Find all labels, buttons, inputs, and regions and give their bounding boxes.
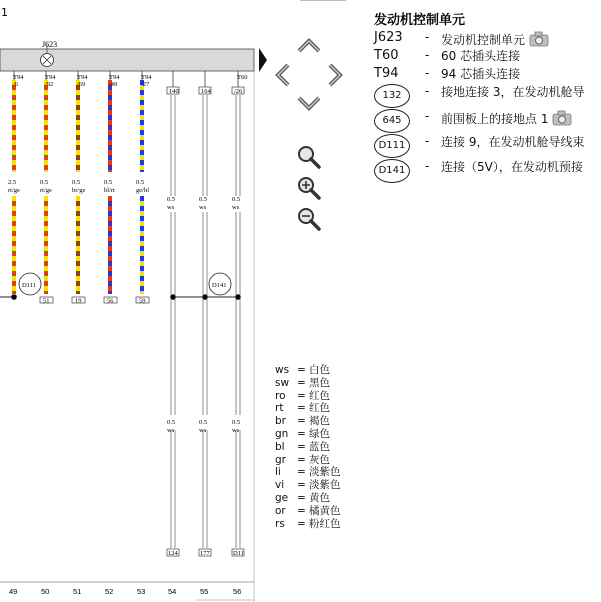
legend-item[interactable] (374, 109, 601, 134)
wire-55[interactable] (199, 71, 211, 556)
color-value: 红色 (309, 389, 330, 402)
color-value: 黄色 (309, 491, 330, 504)
wire-size-label: 0.5 (40, 179, 49, 186)
wire-size-label: 0.5 (232, 196, 241, 203)
pin-label: /92 (45, 81, 54, 88)
color-key: br (275, 415, 286, 428)
page-number: 1 (1, 6, 8, 19)
equals-sign: = (297, 415, 306, 428)
wire-color-label: ws (167, 204, 175, 211)
camera-icon[interactable] (552, 110, 572, 126)
wire-size-label: 0.5 (199, 419, 208, 426)
legend-description (441, 31, 549, 48)
legend-dash: - (425, 84, 430, 98)
legend-description-text: 发动机控制单元 (441, 33, 526, 47)
color-code-item (275, 377, 341, 390)
color-key: ro (275, 389, 286, 402)
legend-code: J623 (374, 30, 403, 45)
legend-code: T60 (374, 48, 399, 63)
nav-down-button[interactable] (294, 92, 324, 116)
legend-code: T94 (374, 66, 399, 81)
color-value: 褐色 (309, 415, 330, 428)
equals-sign: = (297, 389, 306, 402)
color-code-list (275, 364, 341, 530)
legend-description (441, 135, 584, 150)
pin-box-label: 177 (200, 550, 210, 557)
equals-sign: = (297, 402, 306, 415)
legend-item[interactable] (374, 30, 601, 48)
column-number: 49 (9, 587, 18, 596)
equals-sign: = (297, 453, 306, 466)
pin-label: 164 (201, 88, 211, 95)
color-value: 粉红色 (309, 517, 341, 530)
wire-size-label: 0.5 (199, 196, 208, 203)
column-number: 52 (105, 587, 114, 596)
legend-dash: - (425, 159, 430, 173)
wire-color-label: ws (199, 204, 207, 211)
legend-item[interactable] (374, 134, 601, 159)
equals-sign: = (297, 504, 306, 517)
legend-item[interactable] (374, 48, 601, 66)
wire-54[interactable] (167, 71, 179, 556)
color-code-item (275, 505, 341, 518)
color-value: 橘黄色 (309, 504, 341, 517)
wire-size-label: 0.5 (72, 179, 81, 186)
pin-label: /69 (77, 81, 86, 88)
wire-size-label: 2.5 (8, 179, 17, 186)
legend-description-text: 连接（5V），在发动机预接 (441, 160, 583, 174)
legend-description-text: 接地连接 3，在发动机舱导 (441, 85, 585, 99)
legend-dash: - (425, 66, 430, 80)
pin-box-label: 19 (75, 297, 82, 305)
pin-label: /49 (109, 81, 118, 88)
column-number: 55 (200, 587, 209, 596)
legend-circle-code: D141 (374, 159, 410, 183)
color-code-item (275, 390, 341, 403)
nav-left-button[interactable] (270, 62, 294, 88)
legend-circle-code: 645 (374, 109, 410, 133)
pin-label: /27 (141, 81, 150, 88)
legend-description (441, 67, 520, 82)
wire-color-label: ws (232, 427, 240, 434)
wire-size-label: 0.5 (167, 196, 176, 203)
zoom-fit-button[interactable] (296, 144, 322, 170)
color-key: vi (275, 479, 285, 492)
equals-sign: = (297, 364, 306, 376)
equals-sign: = (297, 479, 306, 492)
splice-d141-label: D141 (212, 282, 227, 289)
zoom-fit-icon (296, 144, 322, 170)
equals-sign: = (297, 517, 306, 530)
wire-size-label: 0.5 (136, 179, 145, 186)
color-code-item (275, 415, 341, 428)
ecu-label: J623 (42, 40, 58, 49)
color-key: rt (275, 402, 284, 415)
color-value: 灰色 (309, 453, 330, 466)
legend-description-text: 前围板上的接地点 1 (441, 112, 549, 126)
connector-label: T60 (237, 74, 248, 81)
pin-box-label: 124 (168, 550, 178, 557)
color-code-item (275, 402, 341, 415)
wire-color-label: ws (232, 204, 240, 211)
equals-sign: = (297, 491, 306, 504)
nav-up-button[interactable] (294, 33, 324, 57)
color-key: or (275, 504, 286, 517)
camera-icon[interactable] (529, 31, 549, 47)
page-marker (259, 48, 267, 72)
legend-title: 发动机控制单元 (374, 13, 466, 28)
legend-circle-code: 132 (374, 84, 410, 108)
legend-description-text: 连接 9，在发动机舱导线束 (441, 135, 585, 149)
wire-color-label: br/ge (72, 187, 86, 194)
color-code-item (275, 466, 341, 479)
connector-label: T94 (13, 74, 24, 81)
nav-right-button[interactable] (324, 62, 348, 88)
wire-size-label: 0.5 (232, 419, 241, 426)
chevron-right-icon (327, 62, 345, 88)
zoom-out-button[interactable] (296, 206, 322, 232)
color-value: 黑色 (309, 376, 330, 389)
legend-dash: - (425, 48, 430, 62)
color-code-item (275, 441, 341, 454)
legend-item[interactable] (374, 84, 601, 109)
wire-size-label: 0.5 (104, 179, 113, 186)
color-key: sw (275, 376, 290, 389)
wire-color-label: ge/bl (136, 187, 149, 194)
color-code-item (275, 454, 341, 467)
connector-label: T94 (109, 74, 120, 81)
equals-sign: = (297, 440, 306, 453)
wire-color-label: ws (199, 427, 207, 434)
legend-item[interactable] (374, 66, 601, 84)
legend-circle-code: D111 (374, 134, 410, 158)
color-value: 蓝色 (309, 440, 330, 453)
pin-label: 140 (169, 88, 179, 95)
legend-description (441, 110, 572, 127)
legend-description (441, 85, 584, 100)
color-value: 淡紫色 (309, 466, 341, 479)
connector-label: T94 (77, 74, 88, 81)
column-number: 54 (168, 587, 177, 596)
color-value: 淡紫色 (309, 479, 341, 492)
wiring-diagram[interactable] (0, 0, 262, 602)
zoom-in-button[interactable] (296, 175, 322, 201)
wire-size-label: 0.5 (167, 419, 176, 426)
zoom-in-icon (296, 175, 322, 201)
wire-color-label: rt/ge (8, 187, 20, 194)
column-number: 53 (137, 587, 146, 596)
chevron-left-icon (273, 62, 291, 88)
legend-dash: - (425, 109, 430, 123)
column-number: 50 (41, 587, 50, 596)
wire-color-label: bl/rt (104, 187, 115, 194)
pin-label: /26 (234, 88, 243, 95)
legend-dash: - (425, 134, 430, 148)
equals-sign: = (297, 466, 306, 479)
pin-box-label: 51 (43, 297, 50, 305)
color-key: bl (275, 440, 285, 453)
ecu-bus (0, 49, 254, 71)
top-divider (300, 0, 346, 1)
chevron-down-icon (296, 95, 322, 113)
chevron-up-icon (296, 36, 322, 54)
pin-box-label: D11 (233, 550, 244, 557)
legend-dash: - (425, 30, 430, 44)
legend-item[interactable] (374, 159, 601, 184)
splice-d111-label: D111 (22, 282, 36, 289)
equals-sign: = (297, 427, 306, 440)
color-key: ge (275, 491, 289, 504)
color-code-item (275, 492, 341, 505)
color-key: ws (275, 364, 290, 376)
wire-color-label: rt/ge (40, 187, 52, 194)
color-value: 白色 (309, 364, 330, 376)
wire-56[interactable] (232, 71, 244, 556)
zoom-out-icon (296, 206, 322, 232)
color-value: 绿色 (309, 427, 330, 440)
color-key: rs (275, 517, 285, 530)
color-value: 红色 (309, 402, 330, 415)
color-code-item (275, 479, 341, 492)
connector-label: T94 (141, 74, 152, 81)
pin-box-label: 59 (139, 297, 146, 305)
component-legend (374, 12, 601, 184)
connector-label: T94 (45, 74, 56, 81)
legend-description (441, 160, 583, 175)
color-code-item (275, 428, 341, 441)
wire-color-label: ws (167, 427, 175, 434)
color-key: li (275, 466, 281, 479)
column-number: 51 (73, 587, 82, 596)
column-number: 56 (233, 587, 242, 596)
pin-box-label: 56 (107, 297, 114, 305)
color-key: gr (275, 453, 286, 466)
pin-label: /6 (13, 81, 19, 88)
color-code-item (275, 518, 341, 531)
color-code-item (275, 364, 341, 377)
legend-description-text: 94 芯插头连接 (441, 67, 521, 81)
legend-description-text: 60 芯插头连接 (441, 49, 521, 63)
color-key: gn (275, 427, 289, 440)
legend-description (441, 49, 520, 64)
equals-sign: = (297, 376, 306, 389)
